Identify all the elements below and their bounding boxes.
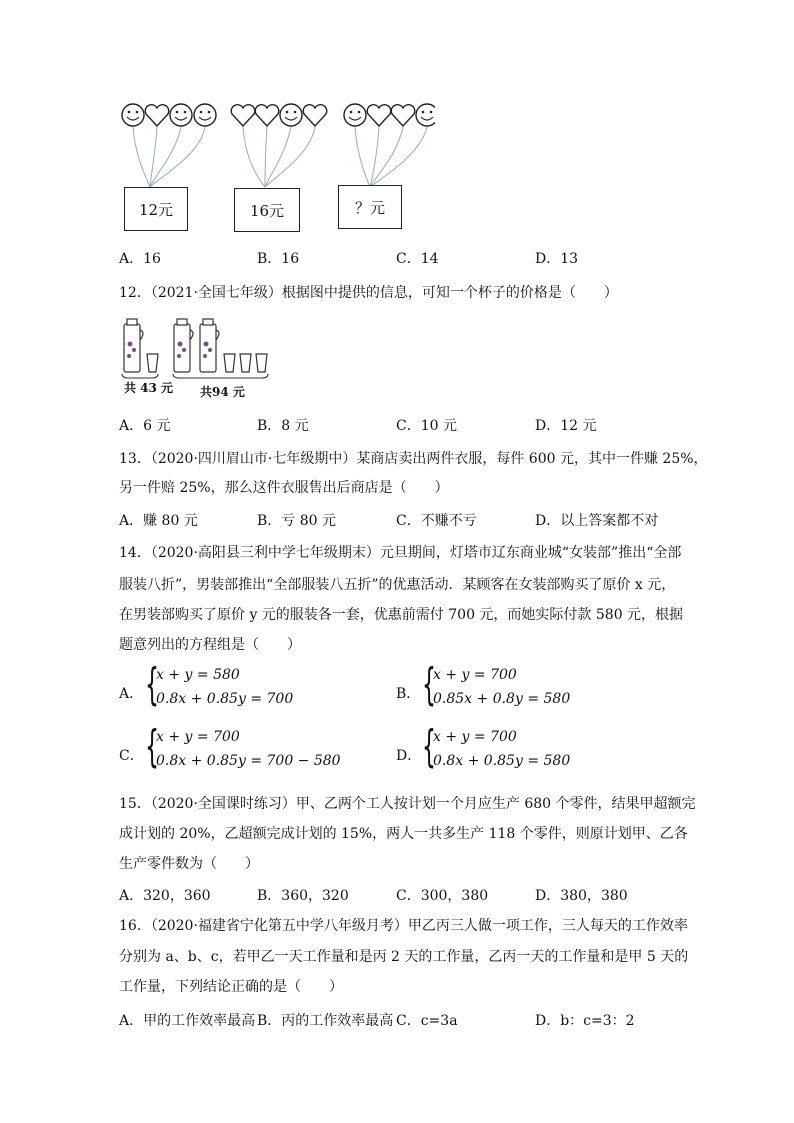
thermos-icon	[200, 324, 216, 372]
question-16-line-1: 16．（2020·福建省宁化第五中学八年级月考）甲乙丙三人做一项工作，三人每天的工作效率	[119, 918, 688, 934]
equation-1: x + y = 700	[433, 667, 517, 683]
question-16-line-3: 工作量，下列结论正确的是（ ）	[119, 979, 343, 995]
question-15-line-3: 生产零件数为（ ）	[119, 856, 259, 872]
question-14-line-3: 在男装部购买了原价 y 元的服装各一套，优惠前需付 700 元，而她实际付款 580 元，根据	[119, 607, 684, 623]
option-d[interactable]: D．380，380	[535, 888, 628, 904]
equation-2: 0.8x + 0.85y = 580	[433, 753, 571, 769]
smiley-balloon-icon	[122, 104, 144, 126]
question-15-line-2: 成计划的 20%，乙超额完成计划的 15%，两人一共多生产 118 个零件，则原计划甲、乙各	[119, 826, 688, 842]
option-a-label[interactable]: A．	[119, 686, 144, 702]
smiley-balloon-icon	[416, 104, 435, 126]
price-box-text: 12元	[138, 200, 174, 219]
option-b[interactable]: B．16	[257, 251, 300, 267]
heart-balloon-icon	[255, 105, 279, 126]
smiley-balloon-icon	[170, 104, 192, 126]
option-b[interactable]: B．8 元	[257, 418, 309, 434]
question-13-line-1: 13．（2020·四川眉山市·七年级期中）某商店卖出两件衣服，每件 600 元，其中一件赚 25%，	[119, 451, 708, 467]
option-d[interactable]: D．以上答案都不对	[535, 513, 659, 529]
price-box-3	[338, 185, 402, 229]
smiley-balloon-icon	[280, 104, 302, 126]
smiley-balloon-icon	[344, 104, 366, 126]
heart-balloon-icon	[367, 105, 391, 126]
equation-2: 0.85x + 0.8y = 580	[433, 691, 571, 707]
option-b[interactable]: B．360，320	[257, 888, 349, 904]
option-a[interactable]: A．甲的工作效率最高	[119, 1013, 256, 1029]
option-a[interactable]: A．6 元	[119, 418, 171, 434]
question-15-line-1: 15．（2020·全国课时练习）甲、乙两个工人按计划一个月应生产 680 个零件，结果甲超额完	[119, 796, 696, 812]
option-d[interactable]: D．13	[535, 251, 579, 267]
option-c[interactable]: C．14	[396, 251, 439, 267]
equation-2: 0.8x + 0.85y = 700	[156, 691, 294, 707]
option-b[interactable]: B．亏 80 元	[257, 513, 337, 529]
figure-label-right: 共94 元	[200, 385, 245, 399]
question-14-line-4: 题意列出的方程组是（ ）	[119, 637, 301, 653]
equation-1: x + y = 700	[156, 729, 240, 745]
figure-label-left: 共 43 元	[124, 381, 174, 395]
cup-icon	[256, 354, 267, 372]
question-12-stem: 12．（2021·全国七年级）根据图中提供的信息，可知一个杯子的价格是（ ）	[119, 285, 618, 301]
option-a[interactable]: A．320，360	[119, 888, 211, 904]
question-16-line-2: 分别为 a、b、c，若甲乙一天工作量和是丙 2 天的工作量，乙丙一天的工作量和是甲 5 天的	[119, 949, 689, 965]
option-d-label[interactable]: D．	[396, 748, 422, 764]
brace-icon: {	[422, 721, 436, 772]
brace-icon: {	[145, 659, 159, 710]
heart-balloon-icon	[145, 105, 169, 126]
heart-balloon-icon	[303, 105, 327, 126]
option-c[interactable]: C．300，380	[396, 888, 489, 904]
equation-1: x + y = 700	[433, 729, 517, 745]
equation-2: 0.8x + 0.85y = 700 − 580	[156, 753, 341, 769]
option-b-label[interactable]: B．	[396, 686, 421, 702]
heart-balloon-icon	[231, 105, 255, 126]
option-c[interactable]: C．不赚不亏	[396, 513, 477, 529]
option-a[interactable]: A．赚 80 元	[119, 513, 198, 529]
option-d[interactable]: D．b：c=3：2	[535, 1013, 635, 1029]
option-c[interactable]: C．10 元	[396, 418, 457, 434]
question-13-line-2: 另一件赔 25%，那么这件衣服售出后商店是（ ）	[119, 480, 449, 496]
option-d[interactable]: D．12 元	[535, 418, 597, 434]
option-c-label[interactable]: C．	[119, 748, 144, 764]
cup-icon	[147, 354, 158, 372]
price-box-text: 16元	[249, 201, 285, 220]
brace-icon: {	[145, 721, 159, 772]
cup-icon	[240, 354, 251, 372]
question-14-line-1: 14．（2020·高阳县三利中学七年级期末）元旦期间，灯塔市辽东商业城“女装部”推出“全部	[119, 545, 682, 561]
thermos-cups-figure	[118, 316, 278, 388]
question-14-line-2: 服装八折”，男装部推出“全部服装八五折”的优惠活动．某顾客在女装部购买了原价 x 元，	[119, 577, 676, 593]
cup-icon	[224, 354, 235, 372]
option-a[interactable]: A．16	[119, 251, 161, 267]
price-box-text: ？元	[354, 198, 385, 217]
price-box-1	[124, 187, 188, 231]
option-b[interactable]: B．丙的工作效率最高	[257, 1013, 394, 1029]
thermos-icon	[124, 324, 140, 372]
equation-1: x + y = 580	[156, 667, 240, 683]
price-box-2	[234, 188, 300, 232]
option-c[interactable]: C．c=3a	[396, 1013, 458, 1029]
heart-balloon-icon	[391, 105, 415, 126]
thermos-icon	[174, 324, 190, 372]
smiley-balloon-icon	[194, 104, 216, 126]
brace-icon: {	[422, 659, 436, 710]
